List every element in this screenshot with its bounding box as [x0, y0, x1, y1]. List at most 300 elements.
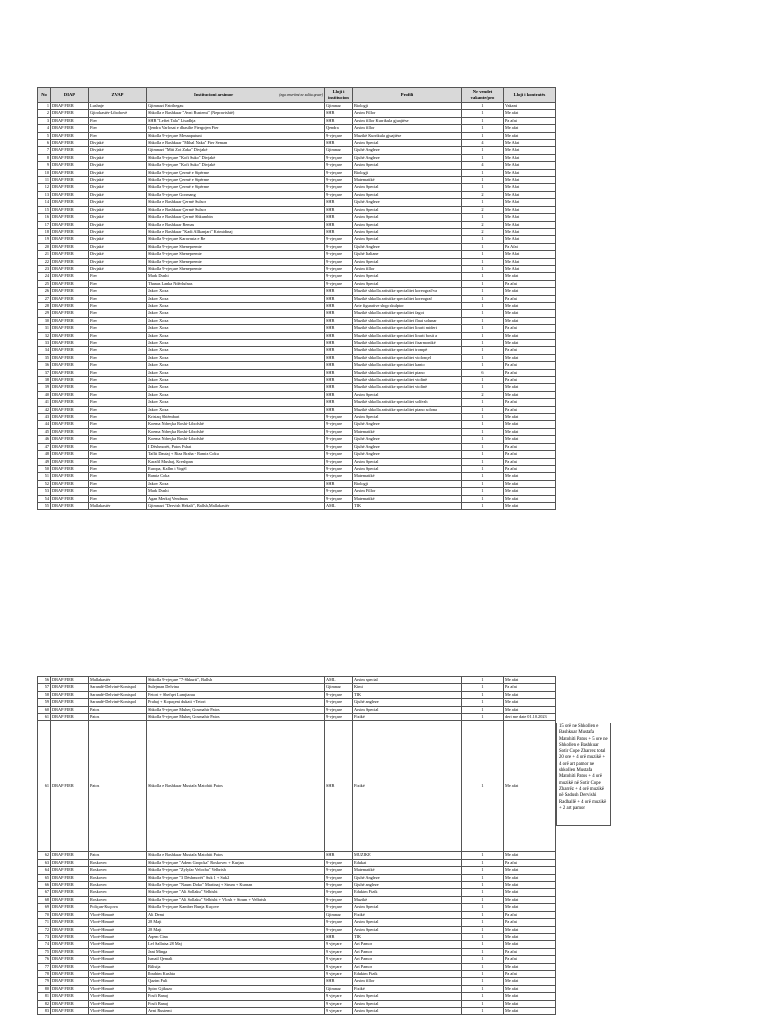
row-zvap: Fier — [89, 451, 147, 458]
row-contract: Me Afat — [504, 228, 556, 235]
row-diap: DRAP FIER — [51, 867, 89, 874]
row-diap: DRAP FIER — [51, 691, 89, 698]
row-count: 1 — [462, 867, 504, 874]
row-count: 4 — [462, 162, 504, 169]
table-row — [38, 458, 556, 465]
row-diap: DRAP FIER — [51, 317, 89, 324]
table-row — [38, 443, 556, 450]
row-count: 1 — [462, 495, 504, 502]
row-zvap: Patos — [89, 714, 147, 721]
table-row — [38, 243, 556, 250]
row-contract: Me Afat — [504, 251, 556, 258]
row-profile: Muzikë shkolla artistike specialitet koreograf/va — [353, 288, 462, 295]
row-count: 1 — [462, 251, 504, 258]
row-zvap: Mallakastër — [89, 502, 147, 509]
row-zvap: Fier — [89, 377, 147, 384]
row-contract: Me Afat — [504, 140, 556, 147]
header-type: Lloji i institucion — [325, 88, 353, 103]
row-diap: DRAP FIER — [51, 110, 89, 117]
row-number: 63 — [38, 859, 51, 866]
row-zvap: Fier — [89, 310, 147, 317]
row-contract: Pa afat — [504, 369, 556, 376]
row-diap: DRAP FIER — [51, 177, 89, 184]
row-institution: Jakov Xoxa — [147, 399, 325, 406]
row-count: 1 — [462, 125, 504, 132]
row-profile: Muzikë shkolla artistike specialitet solfezh — [353, 399, 462, 406]
row-count: 1 — [462, 428, 504, 435]
row-number: 48 — [38, 451, 51, 458]
row-institution: Shkolla e Bashkuar "Mihal Naka" Fier Seman — [147, 140, 325, 147]
row-number: 52 — [38, 480, 51, 487]
table-row — [38, 488, 556, 495]
row-profile: Muzikë shkolla artistike specialitet violinë — [353, 377, 462, 384]
row-type: 9-vjeçare — [325, 258, 353, 265]
row-zvap: Fier — [89, 488, 147, 495]
row-type: AML — [325, 677, 353, 684]
row-count: 1 — [462, 362, 504, 369]
row-diap: DRAP FIER — [51, 280, 89, 287]
row-profile: Arsim fillor — [353, 978, 462, 985]
row-diap: DRAP FIER — [51, 948, 89, 955]
row-institution: Shkolla e Bashkuar Mustafa Matohiti Patos — [147, 852, 325, 859]
row-number: 35 — [38, 354, 51, 361]
row-number: 38 — [38, 377, 51, 384]
table-row — [38, 919, 556, 926]
row-institution: Jani Minga — [147, 948, 325, 955]
row-count: 1 — [462, 154, 504, 161]
row-contract: Me Afat — [504, 169, 556, 176]
row-number: 46 — [38, 436, 51, 443]
row-contract: Me afat — [504, 691, 556, 698]
row-number: 65 — [38, 874, 51, 881]
row-type: 9-vjeçare — [325, 919, 353, 926]
row-profile: Biologji — [353, 103, 462, 110]
row-diap: DRAP FIER — [51, 721, 89, 852]
row-profile: Arsim Special — [353, 140, 462, 147]
row-type: 9-vjeçare — [325, 874, 353, 881]
row-count: 2 — [462, 221, 504, 228]
row-zvap: Sarandë-Delvinë-Konispol — [89, 684, 147, 691]
row-profile: Gjuhë Angleze — [353, 436, 462, 443]
table-row — [38, 993, 556, 1000]
row-type: SHB — [325, 317, 353, 324]
row-profile: Kimi — [353, 684, 462, 691]
row-type: 9-vjeçare — [325, 414, 353, 421]
table-row — [38, 714, 556, 721]
row-profile: Biologji — [353, 169, 462, 176]
row-institution: Shkolla 9-vjeçare "Zylyfar Velocha" Velbrish — [147, 867, 325, 874]
row-institution: Mark Dushi — [147, 488, 325, 495]
row-profile: Arsim Special — [353, 162, 462, 169]
row-number: 26 — [38, 288, 51, 295]
table-row — [38, 147, 556, 154]
row-count: 1 — [462, 896, 504, 903]
row-count: 1 — [462, 147, 504, 154]
row-contract: Me afat — [504, 414, 556, 421]
row-count: 2 — [462, 206, 504, 213]
row-diap: DRAP FIER — [51, 458, 89, 465]
row-type: 9-vjeçare — [325, 169, 353, 176]
row-contract: Pa afat — [504, 956, 556, 963]
table-row — [38, 214, 556, 221]
row-zvap: Vlorë-Himarë — [89, 926, 147, 933]
table-row — [38, 414, 556, 421]
table-row — [38, 941, 556, 948]
row-contract: Me Afat — [504, 177, 556, 184]
row-contract: Me afat — [504, 721, 556, 852]
row-profile: Muzikë shkolla artistike specialitet violinë — [353, 384, 462, 391]
table-row — [38, 721, 556, 852]
row-institution: Jakov Xoxa — [147, 310, 325, 317]
row-institution: Gjimnazi Fatrihegau — [147, 103, 325, 110]
row-zvap: Roskovec — [89, 896, 147, 903]
row-number: 4 — [38, 125, 51, 132]
row-count: 1 — [462, 970, 504, 977]
row-type: 9-vjeçare — [325, 154, 353, 161]
row-type: Gjimnaz — [325, 985, 353, 992]
row-zvap: Sarandë-Delvinë-Konispol — [89, 691, 147, 698]
row-diap: DRAP FIER — [51, 473, 89, 480]
row-type: SHB — [325, 377, 353, 384]
row-profile: Matematikë — [353, 473, 462, 480]
row-diap: DRAP FIER — [51, 184, 89, 191]
row-zvap: Fier — [89, 391, 147, 398]
table-row — [38, 691, 556, 698]
row-profile: Biologji — [353, 480, 462, 487]
row-contract: Me afat — [504, 273, 556, 280]
row-institution: Ismail Qemali — [147, 956, 325, 963]
row-diap: DRAP FIER — [51, 147, 89, 154]
row-number: 57 — [38, 684, 51, 691]
row-diap: DRAP FIER — [51, 332, 89, 339]
table-row — [38, 852, 556, 859]
row-institution: Jakov Xoxa — [147, 317, 325, 324]
row-profile: Arsim Special — [353, 214, 462, 221]
row-profile: Arsim Special — [353, 926, 462, 933]
row-number: 6 — [38, 140, 51, 147]
row-diap: DRAP FIER — [51, 354, 89, 361]
row-count: 2 — [462, 391, 504, 398]
row-contract: Me afat — [504, 1007, 556, 1014]
row-number: 29 — [38, 310, 51, 317]
row-contract: Pa afat — [504, 377, 556, 384]
row-type: SHB — [325, 354, 353, 361]
row-contract: Pa afat — [504, 325, 556, 332]
table-row — [38, 169, 556, 176]
row-count: 1 — [462, 169, 504, 176]
row-diap: DRAP FIER — [51, 451, 89, 458]
row-profile: Muzikë shkolla artistike specialitet flaut solunar — [353, 317, 462, 324]
row-count: 1 — [462, 377, 504, 384]
table-row — [38, 1007, 556, 1014]
row-profile: Arsim Special — [353, 206, 462, 213]
row-profile: Arsim fillor — [353, 125, 462, 132]
row-contract: Me afat — [504, 480, 556, 487]
row-number: 13 — [38, 191, 51, 198]
row-count: 1 — [462, 184, 504, 191]
row-type: SHB — [325, 332, 353, 339]
row-institution: Jakov Xoxa — [147, 295, 325, 302]
row-diap: DRAP FIER — [51, 859, 89, 866]
row-diap: DRAP FIER — [51, 154, 89, 161]
row-count: 1 — [462, 177, 504, 184]
row-profile: Arte figurative shqp skulptor — [353, 302, 462, 309]
row-profile: Gjuhë angleze — [353, 699, 462, 706]
row-institution: Shkolla 9-vjeçare Çermë e Sipërme — [147, 177, 325, 184]
table-row — [38, 978, 556, 985]
row-count: 1 — [462, 859, 504, 866]
row-contract: Me afat — [504, 495, 556, 502]
row-institution: Shkolla 9-vjeçare Shenepremte — [147, 265, 325, 272]
row-contract: Me afat — [504, 933, 556, 940]
row-profile: Muzikë shkolla artistike specialitet lirarit midert — [353, 325, 462, 332]
row-number: 72 — [38, 926, 51, 933]
row-number: 39 — [38, 384, 51, 391]
table-row — [38, 970, 556, 977]
row-zvap: Roskovec — [89, 889, 147, 896]
row-institution: Shkolla 9-vjeçare "7-Shkurti", Ballsh — [147, 677, 325, 684]
row-profile: Gjuhë Angleze — [353, 147, 462, 154]
table-row — [38, 184, 556, 191]
row-institution: Jakov Xoxa — [147, 369, 325, 376]
row-contract: Me afat — [504, 110, 556, 117]
row-count: 1 — [462, 714, 504, 721]
row-profile: Fizikë — [353, 721, 462, 852]
row-profile: Fizikë — [353, 985, 462, 992]
row-contract: Me afat — [504, 436, 556, 443]
row-number: 12 — [38, 184, 51, 191]
row-institution: Qendra Varlosat e dhasilte Fiergojen Fier — [147, 125, 325, 132]
row-count: 1 — [462, 882, 504, 889]
row-profile: Gjuhë Angleze — [353, 874, 462, 881]
row-number: 76 — [38, 956, 51, 963]
row-institution: Thanas Lanka Ndërlufnas — [147, 280, 325, 287]
row-diap: DRAP FIER — [51, 399, 89, 406]
row-contract: Me Afat — [504, 221, 556, 228]
row-zvap: Fier — [89, 332, 147, 339]
row-number: 5 — [38, 132, 51, 139]
row-profile: Muzikë shkolla artistike specialitet kanto — [353, 362, 462, 369]
table-row — [38, 867, 556, 874]
row-type: 9 vjeçare — [325, 948, 353, 955]
row-contract: Me afat — [504, 473, 556, 480]
row-zvap: Fier — [89, 317, 147, 324]
row-type: 9 vjeçare — [325, 963, 353, 970]
row-number: 55 — [38, 502, 51, 509]
row-type: SHB — [325, 406, 353, 413]
row-type: SHB — [325, 310, 353, 317]
row-number: 75 — [38, 948, 51, 955]
row-institution: Shkolla 9-vjeçare "3 Dëshmorët" Suk 1 + Suk2 — [147, 874, 325, 881]
table-row — [38, 325, 556, 332]
table-row — [38, 436, 556, 443]
table-row — [38, 125, 556, 132]
row-profile: Gjuhë Angleze — [353, 243, 462, 250]
row-number: 21 — [38, 251, 51, 258]
table-row — [38, 117, 556, 124]
row-diap: DRAP FIER — [51, 117, 89, 124]
row-zvap: Lushnje — [89, 103, 147, 110]
row-institution: Shkolla 9-vjeçare "Kofi Suko" Divjakë — [147, 162, 325, 169]
table-body-bottom-tall — [38, 721, 556, 852]
table-row — [38, 859, 556, 866]
row-institution: Jakov Xoxa — [147, 384, 325, 391]
row-contract: Pa afat — [504, 280, 556, 287]
row-count: 1 — [462, 384, 504, 391]
row-number: 59 — [38, 699, 51, 706]
row-count: 1 — [462, 347, 504, 354]
row-contract: Me afat — [504, 340, 556, 347]
row-contract: Me afat — [504, 852, 556, 859]
row-institution: Prahaj + Kopaçeni dukati +Tetori — [147, 699, 325, 706]
row-profile: Arsim Fillor — [353, 110, 462, 117]
row-count: 1 — [462, 985, 504, 992]
row-count: 1 — [462, 132, 504, 139]
row-count: 1 — [462, 258, 504, 265]
row-zvap: Divjakë — [89, 236, 147, 243]
row-number: 7 — [38, 147, 51, 154]
row-diap: DRAP FIER — [51, 502, 89, 509]
row-contract: Me afat — [504, 332, 556, 339]
row-type: 9-vjeçare — [325, 859, 353, 866]
row-count: 1 — [462, 473, 504, 480]
table-row — [38, 677, 556, 684]
table-row — [38, 362, 556, 369]
row-type: SHB — [325, 110, 353, 117]
row-type: SHB — [325, 221, 353, 228]
row-zvap: Vlorë-Himarë — [89, 956, 147, 963]
row-number: 17 — [38, 221, 51, 228]
row-profile: Muzikë shkolla artistike specialitet piano solona — [353, 406, 462, 413]
row-profile: Matematikë — [353, 495, 462, 502]
table-row — [38, 280, 556, 287]
header-no: No — [38, 88, 51, 103]
row-count: 2 — [462, 228, 504, 235]
row-type: Qendra — [325, 125, 353, 132]
row-number: 81 — [38, 993, 51, 1000]
row-contract: Me afat — [504, 904, 556, 911]
row-count: 1 — [462, 436, 504, 443]
row-type: 9-vjeçare — [325, 280, 353, 287]
row-zvap: Patos — [89, 852, 147, 859]
row-profile: Gjuhë Angleze — [353, 451, 462, 458]
row-diap: DRAP FIER — [51, 221, 89, 228]
header-institution-label: Institucioni arsimor — [194, 92, 234, 97]
row-institution: Jakov Xoxa — [147, 480, 325, 487]
row-count: 1 — [462, 280, 504, 287]
row-contract: Me Afat — [504, 206, 556, 213]
row-count: 1 — [462, 414, 504, 421]
table-row — [38, 236, 556, 243]
row-diap: DRAP FIER — [51, 465, 89, 472]
table-row — [38, 889, 556, 896]
row-profile: Fizikë — [353, 714, 462, 721]
row-count: 1 — [462, 332, 504, 339]
row-contract: Me Afat — [504, 184, 556, 191]
row-profile: TIK — [353, 691, 462, 698]
row-count: 1 — [462, 117, 504, 124]
row-contract: Me afat — [504, 882, 556, 889]
row-institution: Shkolla 9-vjeçare Çermë e Sipërme — [147, 184, 325, 191]
row-contract: Pa afat — [504, 684, 556, 691]
row-institution: Shkolla 9-vjeçare Çermë e Sipërme — [147, 169, 325, 176]
row-diap: DRAP FIER — [51, 214, 89, 221]
row-contract: Me afat — [504, 867, 556, 874]
row-type: 9-vjeçare — [325, 243, 353, 250]
table-row — [38, 154, 556, 161]
row-zvap: Fier — [89, 273, 147, 280]
row-contract: Me afat — [504, 317, 556, 324]
row-number: 41 — [38, 399, 51, 406]
row-number: 20 — [38, 243, 51, 250]
row-zvap: Divjakë — [89, 265, 147, 272]
row-count: 1 — [462, 852, 504, 859]
row-contract: Pa afat — [504, 399, 556, 406]
row-diap: DRAP FIER — [51, 414, 89, 421]
row-type: 9-vjeçare — [325, 465, 353, 472]
row-institution: Bilisija — [147, 963, 325, 970]
row-profile: Muzikë Kurrikula gjuajtëse — [353, 132, 462, 139]
row-diap: DRAP FIER — [51, 889, 89, 896]
table-row — [38, 221, 556, 228]
row-zvap: Poliçan-Kuçova — [89, 904, 147, 911]
row-institution: Shkolla 9-vjeçare Muheç Gosmahir Patos — [147, 714, 325, 721]
table-row — [38, 191, 556, 198]
row-institution: Shkolla 9-vjeçare Karavasta e Re — [147, 236, 325, 243]
row-number: 11 — [38, 177, 51, 184]
header-diap: DIAP — [51, 88, 89, 103]
row-type: SHB — [325, 362, 353, 369]
row-profile: Arsim Special — [353, 465, 462, 472]
row-profile: Art Pamor — [353, 963, 462, 970]
row-contract: Me afat — [504, 889, 556, 896]
row-type: 9-vjeçare — [325, 699, 353, 706]
table-header-row — [38, 88, 556, 103]
row-diap: DRAP FIER — [51, 125, 89, 132]
row-number: 54 — [38, 495, 51, 502]
row-institution: Taflit Dautaj + Riza Braha - Ramiz Coku — [147, 451, 325, 458]
row-count: 1 — [462, 451, 504, 458]
row-zvap: Divjakë — [89, 169, 147, 176]
row-institution: Kristaq Shtëmbari — [147, 414, 325, 421]
row-profile: Arsim Special — [353, 191, 462, 198]
row-diap: DRAP FIER — [51, 236, 89, 243]
header-contract: Lloji i kontratës — [504, 88, 556, 103]
row-number: 53 — [38, 488, 51, 495]
row-zvap: Vlorë-Himarë — [89, 911, 147, 918]
row-contract: Me afat — [504, 428, 556, 435]
row-diap: DRAP FIER — [51, 677, 89, 684]
row-zvap: Gjirokastër-Libohovë — [89, 110, 147, 117]
row-type: Gjimnaz — [325, 911, 353, 918]
row-diap: DRAP FIER — [51, 428, 89, 435]
row-type: SHB — [325, 399, 353, 406]
row-type: 9 vjeçare — [325, 993, 353, 1000]
row-diap: DRAP FIER — [51, 103, 89, 110]
row-type: Gjimnaz — [325, 684, 353, 691]
row-zvap: Fier — [89, 384, 147, 391]
row-zvap: Sarandë-Delvinë-Konispol — [89, 699, 147, 706]
row-zvap: Vlorë-Himarë — [89, 970, 147, 977]
row-profile: Arsim Special — [353, 258, 462, 265]
row-zvap: Fier — [89, 117, 147, 124]
table-row — [38, 273, 556, 280]
row-institution: Fetori + Shefqet Lumjtarau — [147, 691, 325, 698]
row-number: 49 — [38, 458, 51, 465]
table-row — [38, 406, 556, 413]
row-count: 1 — [462, 214, 504, 221]
row-number: 40 — [38, 391, 51, 398]
